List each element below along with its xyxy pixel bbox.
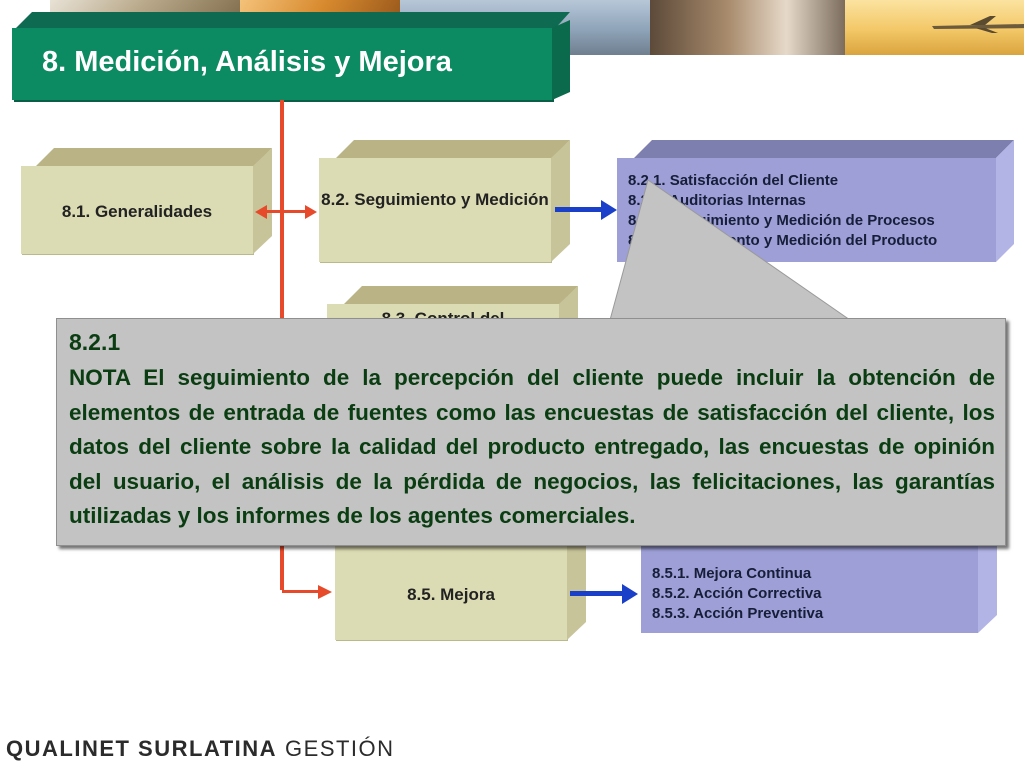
list-item: 8.5.3. Acción Preventiva [652,605,824,622]
page-title: 8. Medición, Análisis y Mejora [42,46,452,78]
box-label-mejora: 8.5. Mejora [407,585,495,604]
arrow-right-icon [570,587,638,601]
list-item: 8.2.4. Seguimiento y Medición del Producto [628,232,938,249]
double-arrow-icon [255,206,317,218]
arrow-right-icon [318,585,332,599]
airplane-icon [930,14,1024,34]
footer-brand [6,736,395,762]
list-item: 8.2.3. Seguimiento y Medición de Procesos [628,212,935,229]
title-box [12,12,570,102]
note-body: NOTA El seguimiento de la percepción del cliente puede incluir la obtención de elementos de entrada de fuentes como las encuestas de satisfacción del cliente, los datos del cliente sobre la calidad del producto entregado, las encuestas de opinión del usuario, el análisis de la pérdida de negocios, las felicitaciones, las garantías utilizadas y los informes de los agentes comerciales. [69,365,995,528]
list-item: 8.2.1. Satisfacción del Cliente [628,172,839,189]
connector-to-mejora [282,590,322,593]
box-label-seguimiento: 8.2. Seguimiento y Medición [321,190,549,209]
list-item: 8.2.2. Auditorias Internas [628,192,806,209]
callout-pointer [600,180,860,330]
photo-4 [650,0,845,55]
footer-brand-name: QUALINET SURLATINA [6,736,278,761]
list-item: 8.5.2. Acción Correctiva [652,585,822,602]
note-callout [56,318,1006,546]
footer-brand-suffix: GESTIÓN [285,736,395,761]
list-8-5 [652,564,972,624]
list-item: 8.5.1. Mejora Continua [652,565,812,582]
box-label-generalidades: 8.1. Generalidades [61,202,213,221]
note-heading: 8.2.1 [69,329,121,355]
